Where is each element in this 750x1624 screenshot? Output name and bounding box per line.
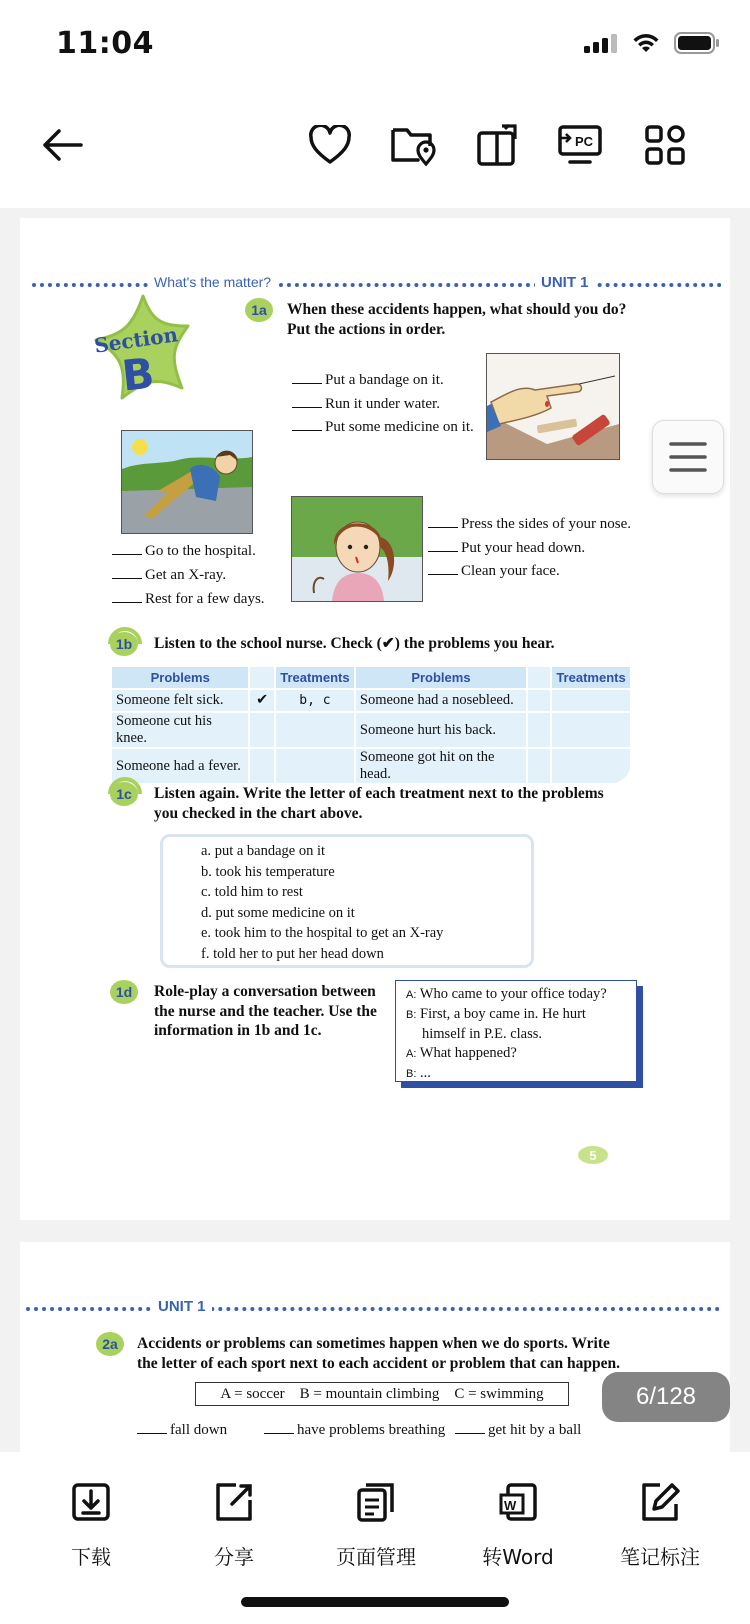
download-button[interactable] (31, 1482, 151, 1570)
treatment-cell[interactable] (275, 748, 355, 784)
option-item (201, 841, 531, 862)
problems-table (110, 665, 632, 785)
item-text: Put a bandage on it. (325, 372, 444, 388)
floating-menu-button[interactable] (652, 420, 724, 494)
page-header-unit: UNIT 1 (535, 274, 595, 291)
item-text: have problems breathing (297, 1422, 446, 1438)
column-header: Treatments (551, 666, 631, 689)
grid-button[interactable] (638, 118, 692, 172)
instruction-line: information in 1b and 1c. (154, 1022, 322, 1039)
exercise-1b-instruction: Listen to the school nurse. Check (✔) the problems you hear. (154, 635, 555, 652)
hamburger-menu-icon (669, 440, 707, 474)
treatment-cell[interactable]: b, c (275, 689, 355, 712)
header-dotted-line (26, 1307, 720, 1311)
exercise-2a-badge: 2a (96, 1332, 124, 1356)
page-header-title: What's the matter? (148, 274, 277, 290)
pc-button[interactable] (553, 118, 607, 172)
item-text: Go to the hospital. (145, 543, 256, 559)
svg-text:W: W (504, 1498, 517, 1513)
treatment-cell[interactable] (275, 712, 355, 748)
exercise-1a-instruction (287, 300, 626, 340)
answer-item (455, 1422, 581, 1439)
table-row (111, 689, 631, 712)
dialog-line (406, 1025, 636, 1044)
signal-icon (584, 33, 618, 53)
answer-item (112, 567, 226, 584)
answer-item (264, 1422, 445, 1439)
option-letter: e. (201, 925, 212, 941)
item-text: get hit by a ball (488, 1422, 582, 1438)
answer-blank[interactable] (137, 1433, 167, 1434)
top-toolbar (0, 90, 750, 208)
speaker-label: B: (406, 1068, 417, 1080)
check-column-header (249, 666, 275, 689)
option-text: took his temperature (215, 863, 335, 880)
grid-icon (644, 124, 686, 166)
treatment-cell[interactable] (551, 689, 631, 712)
dialog-line (406, 1044, 636, 1064)
status-bar (0, 0, 750, 90)
document-convert-icon (475, 123, 519, 167)
item-text: Clean your face. (461, 563, 560, 579)
battery-icon (674, 32, 720, 54)
problem-cell: Someone had a fever. (111, 748, 249, 784)
option-text: told him to rest (214, 884, 303, 900)
boy-falling-picture (122, 431, 252, 533)
option-item (201, 903, 531, 924)
item-text: Press the sides of your nose. (461, 516, 631, 532)
option-text: told her to put her head down (213, 945, 384, 962)
notes-annotation-button[interactable] (600, 1482, 720, 1570)
save-to-folder-button[interactable] (387, 118, 441, 172)
speaker-label: A: (406, 989, 417, 1001)
download-icon (71, 1482, 111, 1522)
instruction-line: you checked in the chart above. (154, 805, 363, 822)
word-icon (498, 1482, 538, 1522)
svg-text:PC: PC (575, 134, 594, 149)
share-icon (214, 1482, 254, 1522)
item-text: Rest for a few days. (145, 591, 265, 607)
document-page-5 (20, 218, 730, 1220)
speaker-label: A: (406, 1048, 417, 1060)
dialog-line (406, 1064, 636, 1084)
status-time: 11:04 (56, 26, 154, 61)
answer-item (428, 516, 631, 533)
convert-button[interactable] (470, 118, 524, 172)
exercise-1a-badge: 1a (245, 298, 273, 322)
problem-cell: Someone had a nosebleed. (355, 689, 527, 712)
option-item (201, 923, 531, 944)
option-item (201, 862, 531, 883)
dialog-box (395, 980, 637, 1082)
column-header: Treatments (275, 666, 355, 689)
check-column-header (527, 666, 551, 689)
table-row (111, 748, 631, 784)
answer-blank[interactable] (292, 430, 322, 431)
answer-item (137, 1422, 227, 1439)
dialog-text: ... (420, 1065, 431, 1081)
girl-nosebleed-picture (292, 497, 422, 601)
page-indicator: 6/128 (602, 1372, 730, 1422)
check-cell[interactable] (249, 748, 275, 784)
check-cell[interactable] (527, 712, 551, 748)
problem-cell: Someone cut his knee. (111, 712, 249, 748)
status-icons (584, 32, 720, 54)
option-letter: a. (201, 843, 212, 859)
problem-cell: Someone got hit on the head. (355, 748, 527, 784)
back-button[interactable] (36, 118, 90, 172)
finger-cut-illustration (486, 353, 620, 460)
option-letter: d. (201, 904, 212, 921)
column-header: Problems (355, 666, 527, 689)
notes-annotation-label: 笔记标注 (620, 1545, 700, 1569)
answer-blank[interactable] (292, 383, 322, 384)
edit-note-icon (640, 1482, 680, 1522)
item-text: Get an X-ray. (145, 567, 227, 583)
problem-cell: Someone felt sick. (111, 689, 249, 712)
answer-item (292, 419, 474, 436)
sports-key-box: A = soccer B = mountain climbing C = swimming (195, 1382, 569, 1406)
answer-blank[interactable] (112, 602, 142, 603)
home-indicator[interactable] (241, 1597, 509, 1607)
instruction-line: the nurse and the teacher. Use the (154, 1002, 377, 1020)
page-number-badge: 5 (578, 1146, 608, 1164)
check-cell[interactable] (249, 712, 275, 748)
answer-blank[interactable] (428, 527, 458, 528)
item-text: Run it under water. (325, 396, 440, 412)
wifi-icon (632, 33, 660, 53)
answer-blank[interactable] (428, 574, 458, 575)
share-label: 分享 (214, 1545, 254, 1569)
treatment-cell[interactable] (551, 748, 631, 784)
answer-blank[interactable] (264, 1433, 294, 1434)
answer-item (428, 563, 560, 580)
answer-blank[interactable] (428, 551, 458, 552)
item-text: Put some medicine on it. (325, 419, 474, 435)
instruction-line: Accidents or problems can sometimes happen when we do sports. Write (137, 1335, 610, 1352)
instruction-line: Put the actions in order. (287, 321, 446, 338)
heart-icon (308, 125, 352, 165)
dialog-text: What happened? (419, 1045, 517, 1061)
pages-icon (356, 1482, 396, 1522)
option-text: took him to the hospital to get an X-ray (214, 925, 444, 941)
folder-location-icon (390, 124, 438, 166)
table-row (111, 712, 631, 748)
section-word: Section (92, 322, 180, 358)
instruction-line: Listen again. Write the letter of each treatment next to the problems (154, 785, 604, 802)
section-b-star (78, 290, 208, 425)
item-text: Put your head down. (461, 540, 586, 556)
answer-item (112, 591, 265, 608)
answer-item (292, 372, 444, 389)
option-letter: f. (201, 945, 210, 962)
problem-cell: Someone hurt his back. (355, 712, 527, 748)
option-item (201, 882, 531, 903)
table-header-row (111, 666, 631, 689)
column-header: Problems (111, 666, 249, 689)
answer-item (112, 543, 256, 560)
option-text: put some medicine on it (215, 904, 355, 921)
answer-blank[interactable] (292, 407, 322, 408)
page-management-label: 页面管理 (336, 1545, 416, 1569)
dialog-text: himself in P.E. class. (422, 1026, 543, 1042)
check-cell[interactable] (527, 748, 551, 784)
exercise-1b-badge: 1b (110, 632, 138, 656)
option-text: put a bandage on it (214, 843, 326, 859)
convert-to-word-label: 转Word (482, 1545, 554, 1569)
instruction-line: the letter of each sport next to each accident or problem that can happen. (137, 1355, 621, 1372)
dialog-line (406, 1005, 636, 1025)
page-management-button[interactable] (316, 1482, 436, 1570)
check-cell[interactable] (527, 689, 551, 712)
dialog-text: Who came to your office today? (419, 986, 607, 1002)
favorite-button[interactable] (303, 118, 357, 172)
treatment-cell[interactable] (551, 712, 631, 748)
answer-item (292, 396, 440, 413)
option-letter: c. (201, 884, 212, 900)
section-letter: B (119, 348, 157, 401)
answer-blank[interactable] (455, 1433, 485, 1434)
share-button[interactable] (174, 1482, 294, 1570)
exercise-1c-instruction (154, 784, 604, 824)
dialog-text: First, a boy came in. He hurt (420, 1006, 586, 1022)
header-dotted-line (32, 283, 722, 287)
option-letter: b. (201, 863, 212, 880)
dialog-line (406, 985, 636, 1005)
check-cell[interactable]: ✔ (249, 689, 275, 712)
treatment-options-box (160, 834, 534, 968)
exercise-1d-badge: 1d (110, 980, 138, 1004)
instruction-line: When these accidents happen, what should you do? (287, 301, 627, 318)
exercise-2a-instruction (137, 1334, 620, 1374)
pc-screen-icon (556, 124, 604, 166)
nosebleed-illustration (291, 496, 423, 602)
instruction-line: Role-play a conversation between (154, 983, 376, 1000)
download-label: 下载 (71, 1545, 111, 1569)
answer-blank[interactable] (112, 578, 142, 579)
fall-accident-illustration (121, 430, 253, 534)
page-header-unit: UNIT 1 (152, 1298, 212, 1315)
back-arrow-icon (41, 127, 85, 163)
item-text: fall down (170, 1422, 228, 1438)
option-item (201, 944, 531, 965)
convert-to-word-button[interactable] (458, 1482, 578, 1570)
exercise-1c-badge: 1c (110, 782, 138, 806)
cut-finger-picture (487, 354, 619, 459)
speaker-label: B: (406, 1009, 417, 1021)
exercise-1d-instruction (154, 982, 377, 1041)
answer-item (428, 540, 585, 557)
answer-blank[interactable] (112, 554, 142, 555)
